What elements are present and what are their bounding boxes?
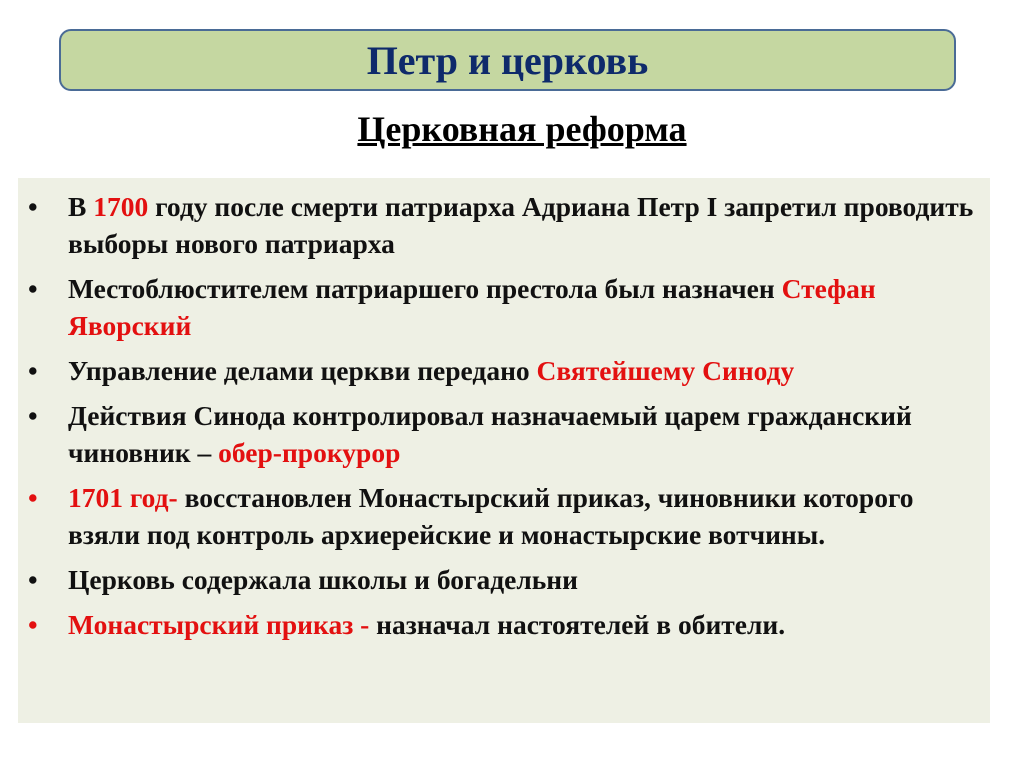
bullet-item: [18, 352, 990, 389]
highlight-text: Святейшему Синоду: [536, 355, 795, 386]
highlight-text: Стефан Яворский: [68, 273, 876, 341]
bullet-item: [18, 606, 990, 643]
bullet-text: Действия Синода контролировал назначаемый царем гражданский чиновник –: [68, 400, 912, 468]
bullet-item: [18, 188, 990, 262]
slide-title: Петр и церковь: [366, 37, 649, 83]
bullet-icon: •: [28, 564, 38, 595]
bullet-icon: •: [28, 355, 38, 386]
bullet-text: Управление делами церкви передано: [68, 355, 537, 386]
bullet-item: [18, 397, 990, 471]
bullet-item: [18, 479, 990, 553]
highlight-text: Монастырский приказ -: [68, 609, 377, 640]
bullet-list: [18, 178, 990, 643]
title-box: [59, 29, 956, 91]
bullet-text: Церковь содержала школы и богадельни: [68, 564, 578, 595]
bullet-icon: •: [28, 273, 38, 304]
highlight-text: 1701 год-: [68, 482, 178, 513]
bullet-item: [18, 270, 990, 344]
highlight-text: 1700: [93, 191, 149, 222]
bullet-icon: •: [28, 191, 38, 222]
bullet-text: В: [68, 191, 94, 222]
bullet-text: Местоблюстителем патриаршего престола был назначен: [68, 273, 782, 304]
highlight-text: обер-прокурор: [218, 437, 401, 468]
bullet-icon: •: [28, 482, 38, 513]
content-panel: [18, 178, 990, 723]
bullet-icon: •: [28, 400, 38, 431]
slide-subtitle: Церковная реформа: [357, 109, 687, 149]
bullet-item: [18, 561, 990, 598]
bullet-icon: •: [28, 609, 38, 640]
bullet-text: назначал настоятелей в обители.: [376, 609, 786, 640]
bullet-text: году после смерти патриарха Адриана Петр I запретил проводить выборы нового патриарха: [68, 191, 974, 259]
bullet-text: восстановлен Монастырский приказ, чиновники которого взяли под контроль архиерейские и монастырские вотчины.: [68, 482, 914, 550]
